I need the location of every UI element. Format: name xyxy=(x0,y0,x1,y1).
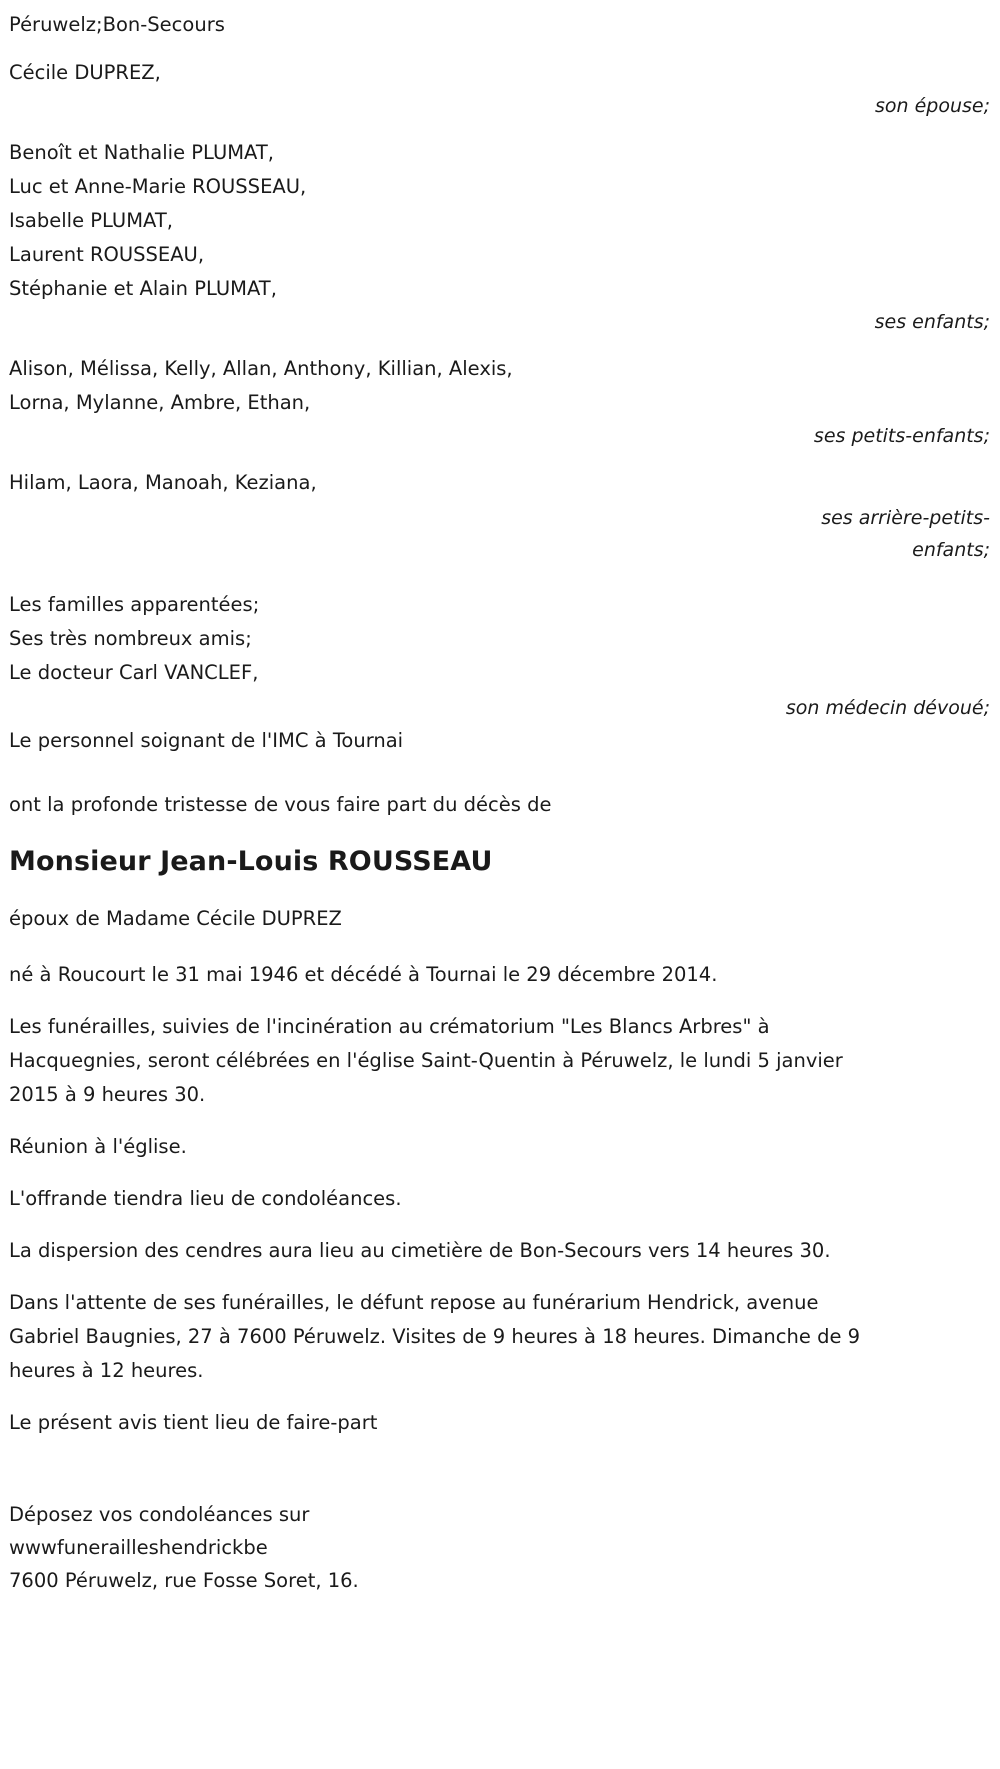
relation-block-great-grandchildren xyxy=(9,466,994,566)
spacer xyxy=(9,880,994,902)
relation-block-grandchildren xyxy=(9,352,994,452)
relation-role: ses enfants; xyxy=(874,311,990,333)
other-mourner-doctor: Le docteur Carl VANCLEF, xyxy=(9,661,259,684)
notice-statement-paragraph: Le présent avis tient lieu de faire-part xyxy=(9,1411,378,1434)
relation-names xyxy=(9,136,669,306)
spacer xyxy=(9,936,994,958)
spacer xyxy=(9,1458,994,1498)
relation-block-spouse xyxy=(9,56,994,122)
relation-name: Isabelle PLUMAT, xyxy=(9,209,173,232)
relation-name: Laurent ROUSSEAU, xyxy=(9,243,205,266)
relation-name: Stéphanie et Alain PLUMAT, xyxy=(9,277,277,300)
relation-name: Alison, Mélissa, Kelly, Allan, Anthony, Killian, Alexis, xyxy=(9,357,513,380)
spacer xyxy=(9,42,994,56)
relation-name: Hilam, Laora, Manoah, Keziana, xyxy=(9,471,317,494)
offering-paragraph: L'offrande tiendra lieu de condoléances. xyxy=(9,1187,402,1210)
doctor-role: son médecin dévoué; xyxy=(785,697,990,719)
relation-block-others xyxy=(9,588,994,724)
ashes-dispersion-paragraph: La dispersion des cendres aura lieu au cimetière de Bon-Secours vers 14 heures 30. xyxy=(9,1239,831,1262)
relation-names xyxy=(9,56,669,90)
spacer xyxy=(9,758,994,788)
relation-role: son épouse; xyxy=(874,95,990,117)
spacer xyxy=(9,566,994,588)
relation-names xyxy=(9,352,669,420)
relation-name: Cécile DUPREZ, xyxy=(9,61,161,84)
funeral-home-address: 7600 Péruwelz, rue Fosse Soret, 16. xyxy=(9,1569,359,1592)
funeral-details-paragraph: Les funérailles, suivies de l'incinération au crématorium "Les Blancs Arbres" à Hacquegnies, seront célébrées en l'église Saint-Quentin à Péruwelz, le lundi 5 janvier 2015 à 9 heures 30. xyxy=(9,1015,843,1106)
relation-name: Lorna, Mylanne, Ambre, Ethan, xyxy=(9,391,311,414)
condolences-prompt: Déposez vos condoléances sur xyxy=(9,1503,310,1526)
relation-name: Luc et Anne-Marie ROUSSEAU, xyxy=(9,175,307,198)
deceased-name: Monsieur Jean-Louis ROUSSEAU xyxy=(9,846,493,877)
announcement-intro: ont la profonde tristesse de vous faire part du décès de xyxy=(9,793,552,816)
medical-staff-line: Le personnel soignant de l'IMC à Tournai xyxy=(9,729,404,752)
spacer xyxy=(9,452,994,466)
locality-line: Péruwelz;Bon-Secours xyxy=(9,13,225,36)
relation-names xyxy=(9,466,669,500)
relation-block-children xyxy=(9,136,994,338)
spacer xyxy=(9,822,994,844)
church-gathering-paragraph: Réunion à l'église. xyxy=(9,1135,187,1158)
relation-role: ses arrière-petits-enfants; xyxy=(821,507,990,561)
funeral-home-paragraph: Dans l'attente de ses funérailles, le défunt repose au funérarium Hendrick, avenue Gabriel Baugnies, 27 à 7600 Péruwelz. Visites de 9 heures à 18 heures. Dimanche de 9 heures à 12 heures. xyxy=(9,1291,861,1382)
other-mourners xyxy=(9,588,669,690)
other-mourner: Ses très nombreux amis; xyxy=(9,627,252,650)
relation-role: ses petits-enfants; xyxy=(813,425,990,447)
spacer xyxy=(9,338,994,352)
other-mourner: Les familles apparentées; xyxy=(9,593,260,616)
website-link[interactable]: wwwfunerailleshendrickbe xyxy=(9,1536,268,1559)
relation-name: Benoît et Nathalie PLUMAT, xyxy=(9,141,274,164)
birth-death-line: né à Roucourt le 31 mai 1946 et décédé à Tournai le 29 décembre 2014. xyxy=(9,963,718,986)
spouse-of-line: époux de Madame Cécile DUPREZ xyxy=(9,907,342,930)
spacer xyxy=(9,122,994,136)
